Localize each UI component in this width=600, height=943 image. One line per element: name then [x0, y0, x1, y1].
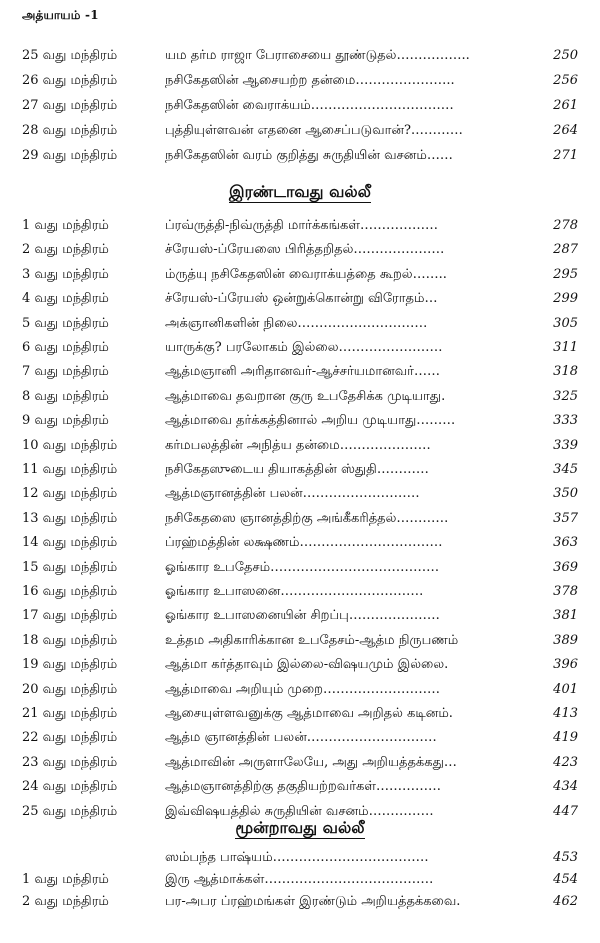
entry-title: ஆத்மா கர்த்தாவும் இல்லை-விஷயமும் இல்லை. [165, 657, 449, 672]
mantra-number: 25 வது மந்திரம் [22, 804, 118, 819]
section-title [0, 182, 600, 203]
mantra-number: 28 வது மந்திரம் [22, 123, 118, 138]
toc-row [0, 890, 600, 914]
page-number: 363 [553, 535, 578, 550]
entry-title: நசிகேதஸின் வைராக்யம்…………………………… [165, 98, 454, 113]
entry-title: ச்ரேயஸ்-ப்ரேயஸ் ஒன்றுக்கொன்று விரோதம்… [165, 291, 438, 306]
toc-row [0, 726, 600, 750]
toc-row [0, 556, 600, 580]
page-number: 447 [553, 804, 578, 819]
entry-title: ஸம்பந்த பாஷ்யம்……………………………… [165, 850, 429, 865]
mantra-number: 1 வது மந்திரம் [22, 872, 109, 887]
section-title-text: இரண்டாவது வல்லீ [229, 182, 371, 201]
toc-row [0, 144, 600, 168]
entry-title: நசிகேதஸை ஞானத்திற்கு அங்கீகரித்தல்………… [165, 511, 449, 526]
toc-row [0, 531, 600, 555]
entry-title: அக்ஞானிகளின் நிலை………………………… [165, 316, 428, 331]
toc-row [0, 434, 600, 458]
mantra-number: 26 வது மந்திரம் [22, 73, 118, 88]
toc-row [0, 409, 600, 433]
entry-title: யாருக்கு? பரலோகம் இல்லை…………………… [165, 340, 443, 355]
mantra-number: 10 வது மந்திரம் [22, 438, 118, 453]
page-number: 299 [553, 291, 578, 306]
chapter-header: அத்யாயம் -1 [22, 8, 99, 22]
mantra-number: 2 வது மந்திரம் [22, 242, 109, 257]
page-number: 264 [553, 123, 578, 138]
page-number: 295 [553, 267, 578, 282]
mantra-number: 29 வது மந்திரம் [22, 148, 118, 163]
page-number: 413 [553, 706, 578, 721]
page-number: 287 [553, 242, 578, 257]
toc-row [0, 119, 600, 143]
page-number: 369 [553, 560, 578, 575]
mantra-number: 24 வது மந்திரம் [22, 779, 118, 794]
page-number: 396 [553, 657, 578, 672]
page-number: 389 [553, 633, 578, 648]
mantra-number: 1 வது மந்திரம் [22, 218, 109, 233]
page-number: 325 [553, 389, 578, 404]
entry-title: ஆத்ம ஞானத்தின் பலன்………………………… [165, 730, 437, 745]
entry-title: யம தர்ம ராஜா பேராசையை தூண்டுதல்…………….. [165, 48, 470, 63]
entry-title: உத்தம அதிகாரிக்கான உபதேசம்-ஆத்ம நிருபணம் [165, 633, 459, 648]
mantra-number: 19 வது மந்திரம் [22, 657, 118, 672]
entry-title: ஆத்மாவை அறியும் முறை……………………… [165, 682, 440, 697]
page-number: 333 [553, 413, 578, 428]
toc-row [0, 653, 600, 677]
page-number: 378 [553, 584, 578, 599]
entry-title: நசிகேதஸின் ஆசையற்ற தன்மை………………….. [165, 73, 455, 88]
mantra-number: 6 வது மந்திரம் [22, 340, 109, 355]
entry-title: இவ்விஷயத்தில் சுருதியின் வசனம்…………… [165, 804, 434, 819]
page-number: 256 [553, 73, 578, 88]
toc-row [0, 238, 600, 262]
entry-title: ஆத்மஞானத்திற்கு தகுதியற்றவர்கள்…………… [165, 779, 442, 794]
toc-row [0, 868, 600, 892]
mantra-number: 27 வது மந்திரம் [22, 98, 118, 113]
entry-title: ப்ரவ்ருத்தி-நிவ்ருத்தி மார்க்கங்கள்……………… [165, 218, 439, 233]
mantra-number: 3 வது மந்திரம் [22, 267, 109, 282]
toc-row [0, 360, 600, 384]
mantra-number: 20 வது மந்திரம் [22, 682, 118, 697]
mantra-number: 4 வது மந்திரம் [22, 291, 109, 306]
page-number: 381 [553, 608, 578, 623]
toc-row [0, 678, 600, 702]
mantra-number: 11 வது மந்திரம் [22, 462, 118, 477]
entry-title: ஓங்கார உபாஸனை…………………………… [165, 584, 424, 599]
entry-title: ப்ரஹ்மத்தின் லக்ஷணம்…………………………… [165, 535, 443, 550]
entry-title: ச்ரேயஸ்-ப்ரேயஸை பிரித்தறிதல்………………… [165, 242, 445, 257]
mantra-number: 5 வது மந்திரம் [22, 316, 109, 331]
mantra-number: 23 வது மந்திரம் [22, 755, 118, 770]
page-number: 305 [553, 316, 578, 331]
page-number: 423 [553, 755, 578, 770]
page-number: 419 [553, 730, 578, 745]
page-number: 350 [553, 486, 578, 501]
toc-row [0, 312, 600, 336]
entry-title: ஆத்மாவை தர்க்கத்தினால் அறிய முடியாது……… [165, 413, 456, 428]
page-number: 318 [553, 364, 578, 379]
entry-title: நசிகேதஸுடைய தியாகத்தின் ஸ்துதி………… [165, 462, 429, 477]
mantra-number: 9 வது மந்திரம் [22, 413, 109, 428]
page-number: 311 [553, 340, 578, 355]
entry-title: ஆசையுள்ளவனுக்கு ஆத்மாவை அறிதல் கடினம். [165, 706, 453, 721]
mantra-number: 8 வது மந்திரம் [22, 389, 109, 404]
entry-title: ஆத்மஞானி அரிதானவர்-ஆச்சர்யமானவர்…… [165, 364, 440, 379]
mantra-number: 17 வது மந்திரம் [22, 608, 118, 623]
mantra-number: 12 வது மந்திரம் [22, 486, 118, 501]
toc-row [0, 94, 600, 118]
toc-row [0, 775, 600, 799]
entry-title: கர்மபலத்தின் அநித்ய தன்மை………………… [165, 438, 431, 453]
toc-row [0, 751, 600, 775]
entry-title: ம்ருத்யு நசிகேதஸின் வைராக்யத்தை கூறல்…….. [165, 267, 447, 282]
entry-title: பர-அபர ப்ரஹ்மங்கள் இரண்டும் அறியத்தக்கவை. [165, 894, 461, 909]
page-number: 434 [553, 779, 578, 794]
page-number: 454 [553, 872, 578, 887]
mantra-number: 2 வது மந்திரம் [22, 894, 109, 909]
entry-title: இரு ஆத்மாக்கள்………………………………… [165, 872, 434, 887]
toc-row [0, 263, 600, 287]
page-number: 462 [553, 894, 578, 909]
mantra-number: 15 வது மந்திரம் [22, 560, 118, 575]
page-number: 261 [553, 98, 578, 113]
page-number: 271 [553, 148, 578, 163]
toc-row [0, 458, 600, 482]
mantra-number: 7 வது மந்திரம் [22, 364, 109, 379]
mantra-number: 13 வது மந்திரம் [22, 511, 118, 526]
toc-row [0, 604, 600, 628]
page-number: 453 [553, 850, 578, 865]
toc-row [0, 287, 600, 311]
mantra-number: 25 வது மந்திரம் [22, 48, 118, 63]
toc-row [0, 385, 600, 409]
page-number: 250 [553, 48, 578, 63]
mantra-number: 22 வது மந்திரம் [22, 730, 118, 745]
section-title-text: மூன்றாவது வல்லீ [235, 818, 365, 837]
entry-title: நசிகேதஸின் வரம் குறித்து சுருதியின் வசனம்…… [165, 148, 453, 163]
entry-title: ஆத்மாவின் அருளாலேயே, அது அறியத்தக்கது… [165, 755, 457, 770]
mantra-number: 14 வது மந்திரம் [22, 535, 118, 550]
toc-row [0, 846, 600, 870]
toc-row [0, 482, 600, 506]
page-number: 345 [553, 462, 578, 477]
page-number: 401 [553, 682, 578, 697]
entry-title: ஆத்மஞானத்தின் பலன்……………………… [165, 486, 420, 501]
mantra-number: 16 வது மந்திரம் [22, 584, 118, 599]
entry-title: புத்தியுள்ளவன் எதனை ஆசைப்படுவான்?………… [165, 123, 463, 138]
section-title [0, 818, 600, 839]
toc-row [0, 336, 600, 360]
entry-title: ஓங்கார உபதேசம்………………………………… [165, 560, 440, 575]
toc-row [0, 702, 600, 726]
mantra-number: 21 வது மந்திரம் [22, 706, 118, 721]
page-number: 339 [553, 438, 578, 453]
toc-row [0, 44, 600, 68]
entry-title: ஆத்மாவை தவறான குரு உபதேசிக்க முடியாது. [165, 389, 446, 404]
toc-row [0, 69, 600, 93]
toc-row [0, 507, 600, 531]
page-number: 278 [553, 218, 578, 233]
toc-row [0, 629, 600, 653]
entry-title: ஓங்கார உபாஸனையின் சிறப்பு………………… [165, 608, 440, 623]
toc-row [0, 580, 600, 604]
toc-row [0, 214, 600, 238]
page-number: 357 [553, 511, 578, 526]
mantra-number: 18 வது மந்திரம் [22, 633, 118, 648]
